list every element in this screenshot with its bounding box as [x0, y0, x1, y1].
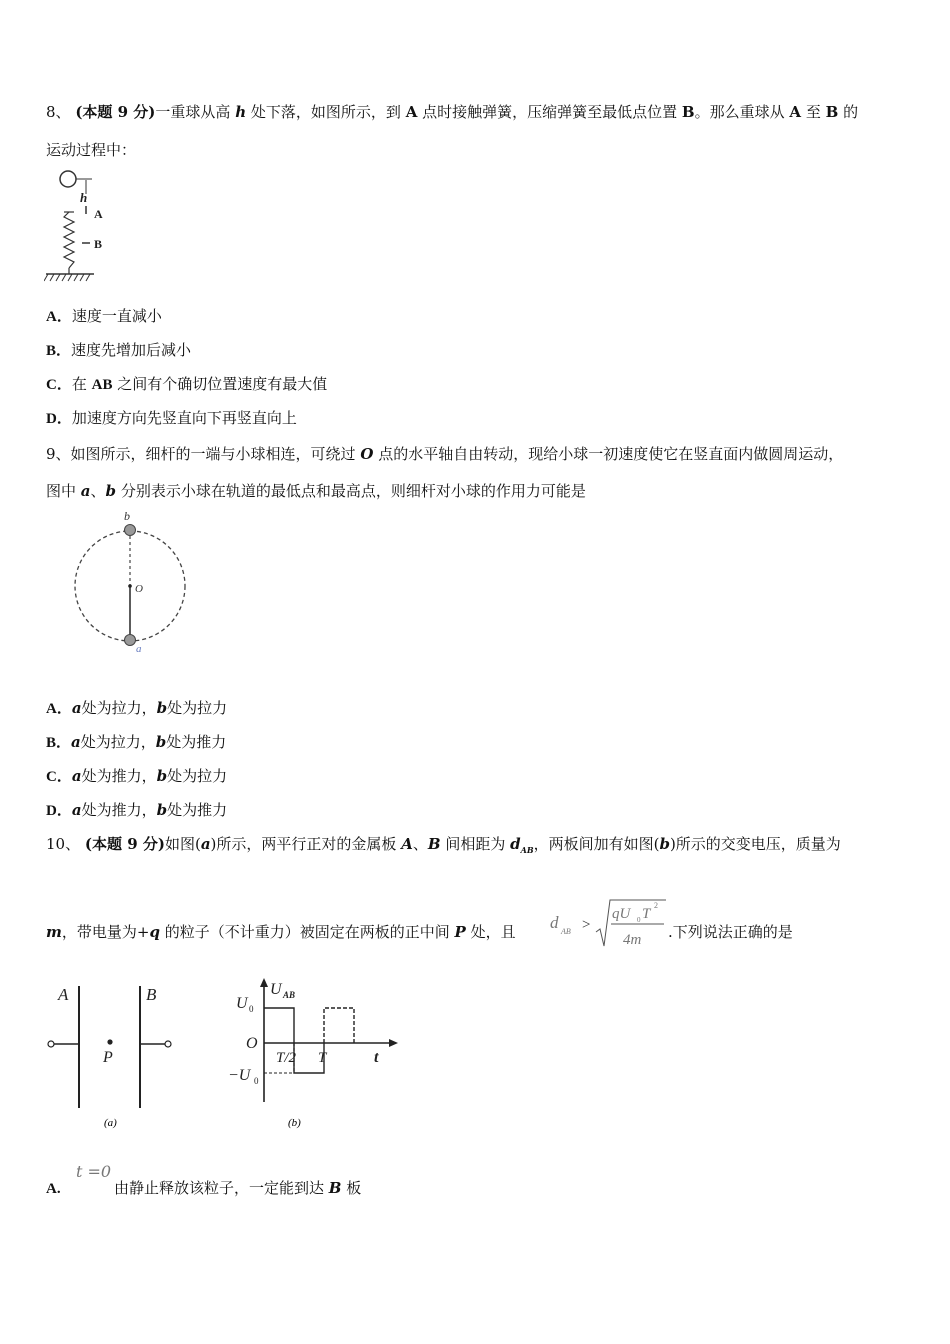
neg-u0-label: −U [228, 1067, 251, 1084]
q8-text: 。那么重球从 [694, 103, 785, 121]
q10-plates-figure [44, 978, 194, 1134]
q10-voltage-figure [222, 972, 402, 1134]
option-b-var: b [156, 699, 168, 717]
ball-b [125, 525, 136, 536]
q9-line2 [46, 481, 586, 501]
q10-line2 [46, 922, 516, 942]
option-text: 加速度方向先竖直向下再竖直向上 [71, 409, 297, 427]
option-letter: C． [46, 769, 72, 785]
option-text: 处为推力 [166, 733, 227, 751]
q10-sep: 、 [412, 835, 428, 853]
terminal-b [165, 1041, 171, 1047]
option-b-var: b [156, 767, 168, 785]
option-text: 速度一直减小 [71, 307, 162, 325]
q10-text: 如图( [164, 835, 201, 853]
option-a-var: a [71, 699, 82, 717]
q9-option-c[interactable] [46, 766, 227, 787]
t-arrow [389, 1039, 398, 1047]
option-b-var: b [155, 733, 167, 751]
q9-a-var: a [80, 482, 91, 500]
formula-num-sub: 0 [637, 916, 641, 924]
q10-line2-tail: .下列说法正确的是 [668, 923, 793, 941]
o-label: O [246, 1035, 258, 1052]
option-text: 处为推力， [81, 801, 157, 819]
u0-sub: 0 [249, 1004, 254, 1014]
t-full-label: T [318, 1050, 327, 1066]
q9-text: 点的水平轴自由转动，现给小球一初速度使它在竖直面内做圆周运动， [378, 445, 844, 463]
q9-o-var: O [360, 445, 374, 463]
q9-line1 [46, 444, 843, 464]
formula-num: qU [612, 906, 631, 922]
option-letter: A. [46, 1181, 61, 1197]
q10-p: P [454, 923, 466, 941]
option-text: 板 [346, 1179, 362, 1197]
q10-d-sub: AB [520, 845, 534, 855]
formula-den: 4m [623, 932, 642, 948]
q10-text: )所示，两平行正对的金属板 [210, 835, 397, 853]
p-label: P [103, 1049, 113, 1066]
q10-plate-b: B [427, 835, 441, 853]
wave-high-1 [264, 1008, 294, 1043]
q9-number: 9、 [46, 445, 71, 463]
a-label: A [94, 207, 103, 221]
label-b: b [124, 509, 130, 523]
pivot-o [128, 584, 132, 588]
q10-d: d [510, 835, 521, 853]
option-letter: B． [46, 735, 72, 751]
option-letter: A． [46, 309, 72, 325]
option-text: 处为拉力， [81, 699, 157, 717]
label-o: O [135, 583, 143, 595]
plate-a-label: A [58, 985, 69, 1004]
y-arrow [260, 978, 268, 987]
option-letter: B． [46, 343, 72, 359]
caption-b: (b) [288, 1117, 301, 1129]
q8-line2: 运动过程中： [46, 141, 137, 159]
q8-a-point: A [789, 103, 802, 121]
q10-plate-a: A [401, 835, 413, 853]
q8-option-b[interactable] [46, 340, 191, 361]
q8-spring-figure [44, 168, 114, 286]
ground-hatching [44, 274, 90, 281]
ball-a [125, 635, 136, 646]
q10-fig-b: b [659, 835, 670, 853]
uab-label: U [270, 981, 282, 998]
uab-sub: AB [283, 990, 296, 1000]
q10-text: ，带电量为+ [61, 923, 150, 941]
q10-fig-a: a [200, 835, 211, 853]
q8-option-a[interactable] [46, 306, 162, 327]
q8-text: 点时接触弹簧，压缩弹簧至最低点位置 [422, 103, 678, 121]
q10-text: 的粒子（不计重力）被固定在两板的正中间 [164, 923, 450, 941]
q9-circle-figure [66, 508, 196, 654]
q10-option-a-text[interactable] [114, 1178, 361, 1198]
neg-u0-sub: 0 [254, 1076, 259, 1086]
q9-option-b[interactable] [46, 732, 226, 753]
formula-gt: > [582, 917, 591, 933]
q8-line1 [46, 102, 858, 122]
q10-option-a-formula: t =0 [76, 1162, 112, 1181]
option-text: 速度先增加后减小 [71, 341, 192, 359]
q9-b-var: b [105, 482, 117, 500]
option-letter: A． [46, 701, 72, 717]
q8-option-c[interactable] [46, 374, 327, 395]
u0-label: U [236, 995, 248, 1012]
caption-a: (a) [104, 1117, 117, 1129]
particle-p [107, 1039, 112, 1044]
q10-text: 处，且 [470, 923, 516, 941]
q8-text: 的 [843, 103, 859, 121]
spring-coil [64, 212, 74, 268]
option-text: 之间有个确切位置速度有最大值 [112, 375, 328, 393]
option-a-var: a [71, 801, 82, 819]
option-text: 处为推力， [81, 767, 157, 785]
option-text: 处为拉力 [167, 699, 228, 717]
q10-line1 [46, 834, 841, 860]
q10-number: 10、 [46, 835, 81, 853]
q8-text: 至 [805, 103, 821, 121]
q10-score: (本题 9 分) [84, 835, 165, 853]
option-b-var: b [156, 801, 168, 819]
terminal-a [48, 1041, 54, 1047]
option-letter: C． [46, 377, 72, 393]
wave-high-2 [324, 1008, 354, 1043]
formula-num-sup: 2 [654, 901, 658, 910]
h-label: h [80, 190, 88, 205]
ball [60, 171, 76, 187]
q9-sep: 、 [90, 482, 106, 500]
option-text: 处为拉力， [80, 733, 156, 751]
option-text: 处为拉力 [167, 767, 228, 785]
q10-option-a[interactable] [46, 1178, 61, 1199]
label-a: a [136, 643, 142, 654]
option-a-var: a [71, 733, 81, 751]
q8-option-d[interactable] [46, 408, 297, 429]
q8-score: (本题 9 分) [75, 103, 156, 121]
option-a-var: a [71, 767, 82, 785]
q10-text: )所示的交变电压，质量为 [669, 835, 841, 853]
option-text: 在 [71, 375, 92, 393]
option-text: 处为推力 [167, 801, 228, 819]
option-ab: AB [91, 377, 113, 393]
formula-lhs-sub: AB [561, 927, 571, 936]
q8-text: 处下落，如图所示，到 [250, 103, 401, 121]
q9-text: 分别表示小球在轨道的最低点和最高点，则细杆对小球的作用力可能是 [120, 482, 586, 500]
option-letter: D． [46, 411, 72, 427]
option-plate-b: B [328, 1179, 342, 1197]
t-half-label: T/2 [276, 1050, 297, 1066]
q10-formula [548, 896, 668, 952]
q9-text: 如图所示，细杆的一端与小球相连，可绕过 [70, 445, 356, 463]
q10-q: q [149, 923, 160, 941]
option-text: 由静止释放该粒子，一定能到达 [114, 1179, 325, 1197]
q9-text: 图中 [46, 482, 77, 500]
t-axis-label: t [374, 1049, 379, 1066]
formula-lhs: d [550, 913, 559, 932]
b-label: B [94, 237, 103, 251]
q8-h-var: h [235, 103, 247, 121]
plate-b-label: B [146, 985, 157, 1004]
q10-text: ，两板间加有如图( [533, 835, 660, 853]
q8-number: 8、 [46, 103, 71, 121]
q8-a-point: A [405, 103, 418, 121]
formula-num-t: T [642, 906, 651, 922]
q8-b-point: B [825, 103, 839, 121]
q9-option-a[interactable] [46, 698, 227, 719]
q8-text: 一重球从高 [155, 103, 231, 121]
q10-text: 间相距为 [445, 835, 506, 853]
q10-m: m [46, 923, 62, 941]
q8-b-point: B [681, 103, 695, 121]
q9-option-d[interactable] [46, 800, 227, 821]
option-letter: D． [46, 803, 72, 819]
